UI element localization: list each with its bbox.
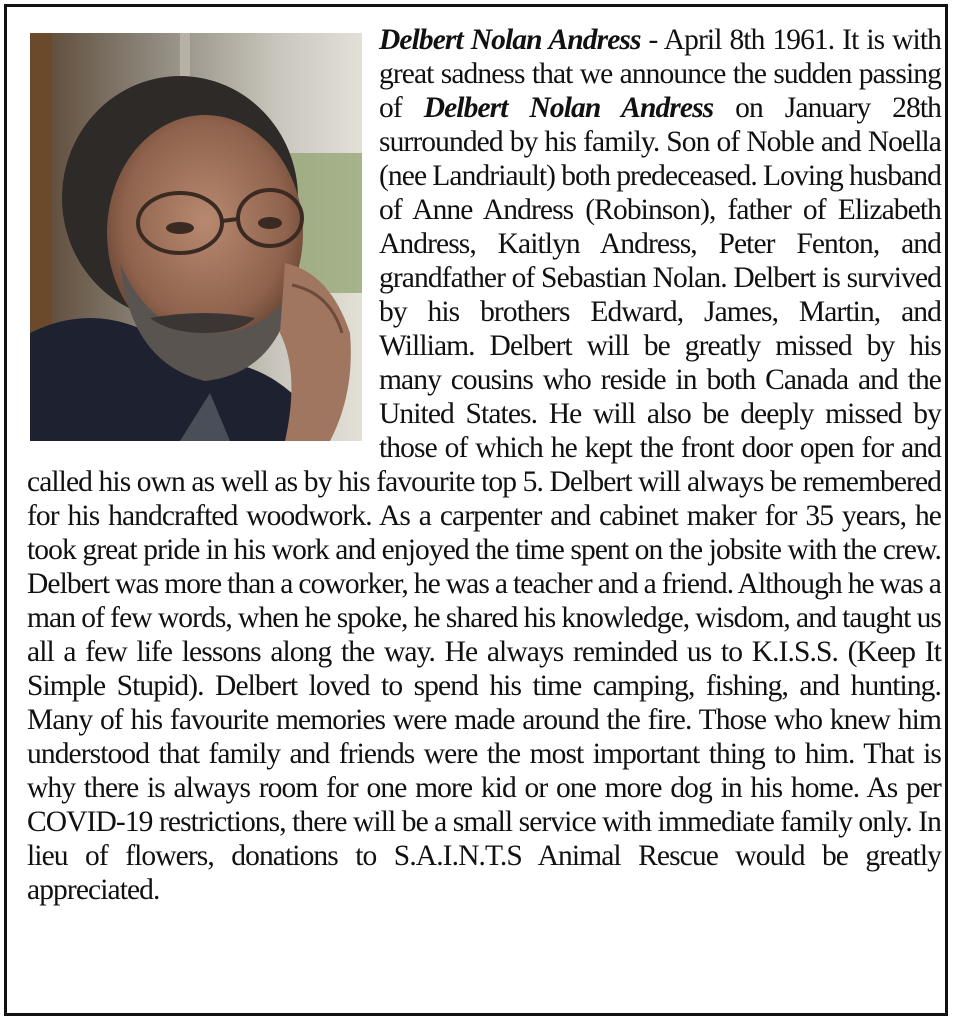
obituary-frame — [4, 4, 948, 1016]
obituary-text — [27, 23, 941, 907]
body-text: on January 28th surrounded by his family. Son of Noble and Noella (nee Landriault) both predeceased. Loving husband of Anne Andress (Robinson), father of Elizabeth Andress, Kaitlyn Andress, Peter Fenton, and grandfather of Sebastian Nolan. Delbert is survived by his brothers Edward, James, Martin, and William. Delbert will be greatly missed by his many cousins who reside in both Canada and the United States. He will also be deeply missed by those of which he kept the front door open for and called his own as well as by his favourite top 5. Delbert will always be remembered for his handcrafted woodwork. As a carpenter and cabinet maker for 35 years, he took great pride in his work and enjoyed the time spent on the jobsite with the crew. Delbert was more than a coworker, he was a teacher and a friend. Although he was a man of few words, when he spoke, he shared his knowledge, wisdom, and taught us all a few life lessons along the way. He always reminded us to K.I.S.S. (Keep It Simple Stupid). Delbert loved to spend his time camping, fishing, and hunting. Many of his favourite memories were made around the fire. Those who knew him understood that family and friends were the most important thing to him. That is why there is always room for one more kid or one more dog in his home. As per COVID-19 restrictions, there will be a small service with immediate family only. In lieu of flowers, donations to S.A.I.N.T.S Animal Rescue would be greatly appreciated. — [27, 92, 941, 906]
inline-name: Delbert Nolan Andress — [423, 92, 714, 124]
headline-separator: - — [640, 24, 664, 56]
headline-name: Delbert Nolan Andress — [379, 24, 641, 56]
body-intro: It is with great sadness that we announce the sudden passing of — [379, 24, 941, 124]
birth-date: April 8th 1961. — [663, 24, 835, 56]
photo-spacer — [27, 23, 379, 463]
